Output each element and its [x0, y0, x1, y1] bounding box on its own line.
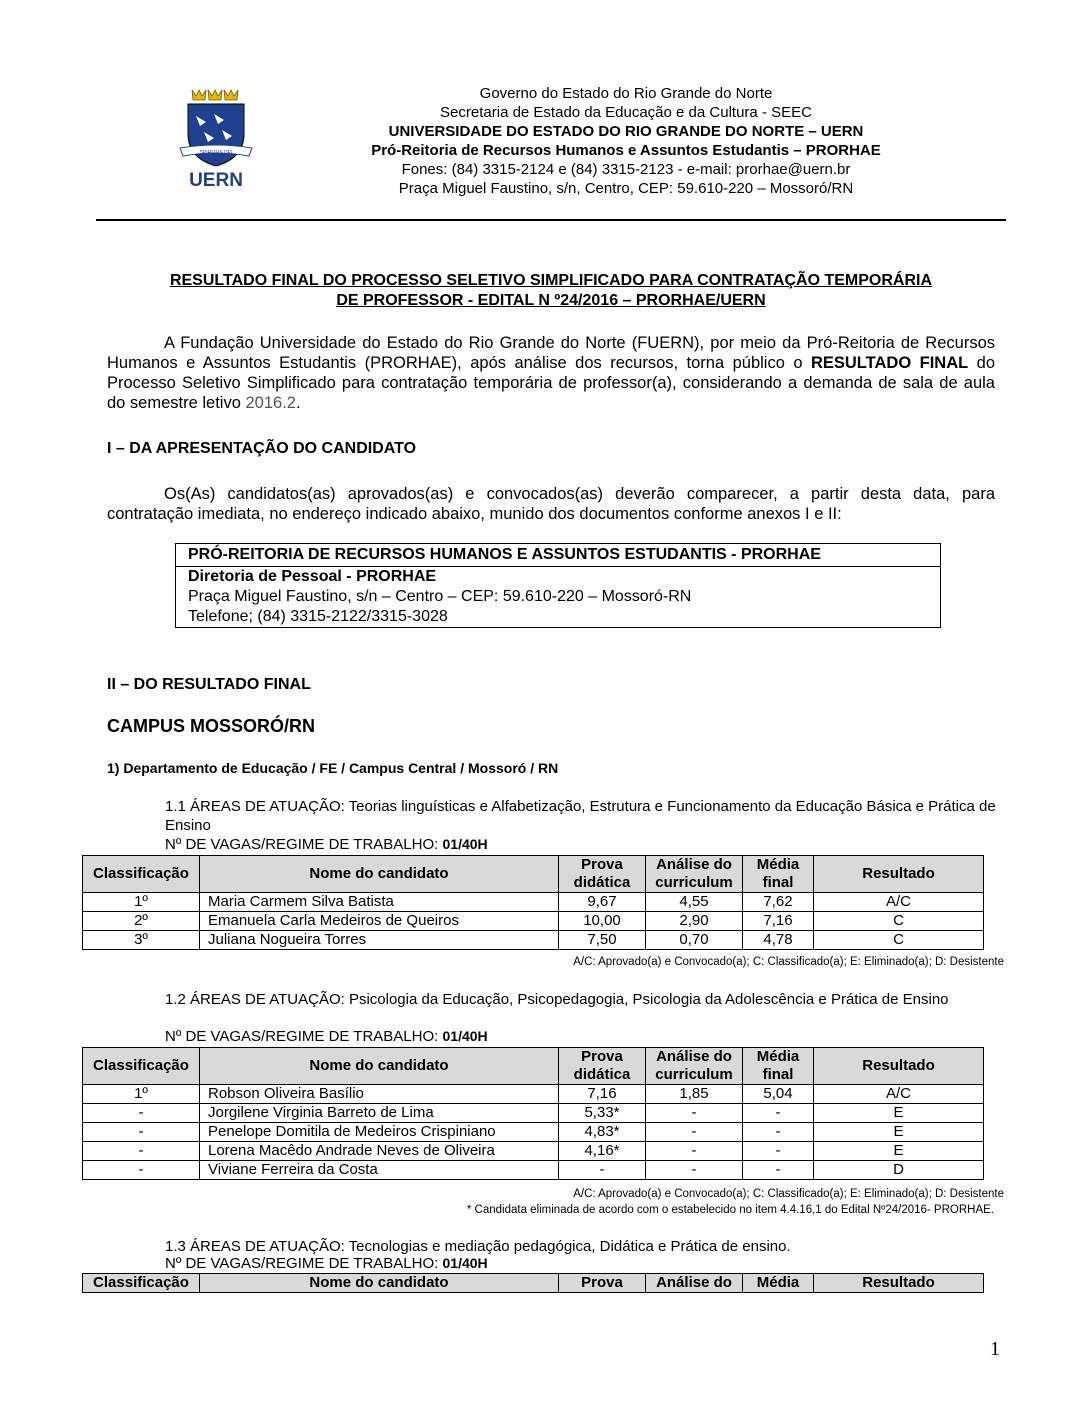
address-box-phone: Telefone; (84) 3315-2122/3315-3028 — [188, 608, 448, 625]
cell-prova: 7,50 — [559, 931, 646, 950]
table-row — [83, 1161, 984, 1180]
cell-classificacao: - — [83, 1161, 200, 1180]
cell-nome: Jorgilene Virginia Barreto de Lima — [200, 1104, 559, 1123]
cell-media: - — [743, 1161, 814, 1180]
cell-prova: 4,83* — [559, 1123, 646, 1142]
area-1-1-label: 1.1 ÁREAS DE ATUAÇÃO: — [165, 798, 345, 815]
cell-analise: - — [646, 1104, 743, 1123]
header-secretaria: Secretaria de Estado da Educação e da Cultura - SEEC — [440, 104, 812, 121]
results-table-1-2 — [82, 1047, 984, 1180]
cell-nome: Viviane Ferreira da Costa — [200, 1161, 559, 1180]
cell-nome: Lorena Macêdo Andrade Neves de Oliveira — [200, 1142, 559, 1161]
area-1-3-description — [165, 1237, 1003, 1256]
header-prorhae: Pró-Reitoria de Recursos Humanos e Assuntos Estudantis – PRORHAE — [371, 142, 881, 159]
cell-prova: 4,16* — [559, 1142, 646, 1161]
address-box — [175, 543, 941, 628]
col-nome: Nome do candidato — [200, 1274, 559, 1293]
col-nome: Nome do candidato — [200, 1048, 559, 1085]
address-box-title: PRÓ-REITORIA DE RECURSOS HUMANOS E ASSUNTOS ESTUDANTIS - PRORHAE — [176, 544, 940, 567]
cell-classificacao: 2º — [83, 912, 200, 931]
document-title-line2: DE PROFESSOR - EDITAL N º24/2016 – PRORHAE/UERN — [336, 292, 766, 309]
table-row — [83, 1104, 984, 1123]
table-1-2-body — [83, 1085, 984, 1180]
table-1-1-body — [83, 893, 984, 950]
cell-classificacao: - — [83, 1142, 200, 1161]
cell-classificacao: - — [83, 1123, 200, 1142]
cell-analise: 2,90 — [646, 912, 743, 931]
cell-resultado: D — [814, 1161, 984, 1180]
area-1-1-description — [165, 797, 1003, 835]
cell-classificacao: 1º — [83, 893, 200, 912]
cell-media: - — [743, 1123, 814, 1142]
vagas-value: 01/40H — [442, 1255, 488, 1271]
legend-1-1: A/C: Aprovado(a) e Convocado(a); C: Classificado(a); E: Eliminado(a); D: Desistente — [573, 956, 1004, 968]
cell-media: 7,62 — [743, 893, 814, 912]
logo-text: UERN — [189, 170, 243, 191]
intro-text-1: A Fundação Universidade do Estado do Rio Grande do Norte (FUERN), por meio da Pró-Reitoria de Recursos Humanos e Assuntos Estudantis (PRORHAE), após análise dos recursos, torna público o — [107, 334, 995, 372]
cell-classificacao: 1º — [83, 1085, 200, 1104]
address-box-dept: Diretoria de Pessoal - PRORHAE — [188, 568, 437, 585]
col-classificacao: Classificação — [83, 1048, 200, 1085]
cell-analise: 1,85 — [646, 1085, 743, 1104]
area-1-1-vagas — [165, 836, 488, 853]
cell-prova: - — [559, 1161, 646, 1180]
col-nome: Nome do candidato — [200, 856, 559, 893]
section-2-heading: II – DO RESULTADO FINAL — [107, 676, 311, 693]
header-university: UNIVERSIDADE DO ESTADO DO RIO GRANDE DO NORTE – UERN — [388, 123, 864, 140]
vagas-value: 01/40H — [442, 1028, 488, 1044]
area-1-3-vagas — [165, 1255, 488, 1272]
cell-media: - — [743, 1142, 814, 1161]
cell-resultado: A/C — [814, 893, 984, 912]
campus-heading: CAMPUS MOSSORÓ/RN — [107, 716, 316, 736]
cell-resultado: C — [814, 931, 984, 950]
vagas-label: Nº DE VAGAS/REGIME DE TRABALHO: — [165, 1255, 439, 1272]
cell-analise: - — [646, 1161, 743, 1180]
cell-prova: 9,67 — [559, 893, 646, 912]
col-resultado: Resultado — [814, 1274, 984, 1293]
cell-analise: 4,55 — [646, 893, 743, 912]
col-analise: Análise do — [646, 1274, 743, 1293]
cell-prova: 5,33* — [559, 1104, 646, 1123]
legend-1-2: A/C: Aprovado(a) e Convocado(a); C: Classificado(a); E: Eliminado(a); D: Desistente — [573, 1188, 1004, 1200]
cell-nome: Emanuela Carla Medeiros de Queiros — [200, 912, 559, 931]
cell-prova: 7,16 — [559, 1085, 646, 1104]
cell-classificacao: - — [83, 1104, 200, 1123]
col-analise: Análise do curriculum — [646, 856, 743, 893]
results-table-1-1 — [82, 855, 984, 950]
col-media: Média final — [743, 856, 814, 893]
col-prova: Prova — [559, 1274, 646, 1293]
vagas-value: 01/40H — [442, 836, 488, 852]
intro-semester: 2016.2 — [245, 394, 296, 412]
cell-classificacao: 3º — [83, 931, 200, 950]
table-row — [83, 893, 984, 912]
col-prova: Prova didática — [559, 856, 646, 893]
col-classificacao: Classificação — [83, 856, 200, 893]
area-1-2-label: 1.2 ÁREAS DE ATUAÇÃO: — [165, 991, 345, 1008]
header-address: Praça Miguel Faustino, s/n, Centro, CEP: 59.610-220 – Mossoró/RN — [398, 180, 854, 197]
cell-resultado: A/C — [814, 1085, 984, 1104]
col-prova: Prova didática — [559, 1048, 646, 1085]
area-1-3-label: 1.3 ÁREAS DE ATUAÇÃO: — [165, 1238, 345, 1255]
header-divider — [96, 219, 1006, 221]
intro-bold: RESULTADO FINAL — [810, 354, 969, 372]
table-row — [83, 1123, 984, 1142]
cell-resultado: E — [814, 1142, 984, 1161]
results-table-1-3 — [82, 1273, 984, 1293]
table-row — [83, 931, 984, 950]
cell-nome: Maria Carmem Silva Batista — [200, 893, 559, 912]
col-resultado: Resultado — [814, 1048, 984, 1085]
document-title-line1: RESULTADO FINAL DO PROCESSO SELETIVO SIMPLIFICADO PARA CONTRATAÇÃO TEMPORÁRIA — [169, 272, 933, 289]
col-media: Média — [743, 1274, 814, 1293]
cell-resultado: E — [814, 1104, 984, 1123]
cell-resultado: E — [814, 1123, 984, 1142]
cell-nome: Juliana Nogueira Torres — [200, 931, 559, 950]
col-resultado: Resultado — [814, 856, 984, 893]
area-1-1-text: Teorias linguísticas e Alfabetização, Estrutura e Funcionamento da Educação Básica e Prática de Ensino — [165, 798, 996, 834]
table-row — [83, 1142, 984, 1161]
intro-paragraph — [107, 333, 995, 413]
section-1-heading: I – DA APRESENTAÇÃO DO CANDIDATO — [107, 440, 417, 457]
cell-prova: 10,00 — [559, 912, 646, 931]
col-classificacao: Classificação — [83, 1274, 200, 1293]
area-1-3-text: Tecnologias e mediação pedagógica, Didática e Prática de ensino. — [344, 1238, 791, 1255]
cell-media: 7,16 — [743, 912, 814, 931]
cell-media: - — [743, 1104, 814, 1123]
cell-media: 5,04 — [743, 1085, 814, 1104]
vagas-label: Nº DE VAGAS/REGIME DE TRABALHO: — [165, 1028, 439, 1045]
address-box-street: Praça Miguel Faustino, s/n – Centro – CEP: 59.610-220 – Mossoró-RN — [188, 588, 692, 605]
footnote-1-2: * Candidata eliminada de acordo com o estabelecido no item 4.4.16,1 do Edital Nº24/2016- PRORHAE. — [466, 1204, 994, 1216]
col-media: Média final — [743, 1048, 814, 1085]
cell-analise: - — [646, 1123, 743, 1142]
cell-analise: - — [646, 1142, 743, 1161]
department-heading: 1) Departamento de Educação / FE / Campus Central / Mossoró / RN — [107, 760, 559, 776]
cell-media: 4,78 — [743, 931, 814, 950]
col-analise: Análise do curriculum — [646, 1048, 743, 1085]
vagas-label: Nº DE VAGAS/REGIME DE TRABALHO: — [165, 836, 439, 853]
cell-nome: Penelope Domitila de Medeiros Crispiniano — [200, 1123, 559, 1142]
logo-motto: SPIRITUS DEI — [199, 150, 233, 156]
cell-nome: Robson Oliveira Basílio — [200, 1085, 559, 1104]
page-number: 1 — [990, 1338, 1000, 1360]
cell-resultado: C — [814, 912, 984, 931]
area-1-2-vagas — [165, 1028, 488, 1045]
cell-analise: 0,70 — [646, 931, 743, 950]
section-1-text: Os(As) candidatos(as) aprovados(as) e convocados(as) deverão comparecer, a partir desta data, para contratação imediata, no endereço indicado abaixo, munido dos documentos conforme anexos I e II: — [107, 485, 995, 523]
intro-text-2: do Processo Seletivo Simplificado para contratação temporária de professor(a), considerando a demanda de sala de aula do semestre letivo — [107, 354, 996, 412]
area-1-2-description — [165, 990, 1003, 1009]
header-phones: Fones: (84) 3315-2124 e (84) 3315-2123 - e-mail: prorhae@uern.br — [401, 161, 851, 178]
intro-end: . — [295, 394, 301, 412]
table-row — [83, 1085, 984, 1104]
area-1-2-text: Psicologia da Educação, Psicopedagogia, Psicologia da Adolescência e Prática de Ensino — [344, 991, 949, 1008]
table-row — [83, 912, 984, 931]
header-government: Governo do Estado do Rio Grande do Norte — [479, 85, 773, 102]
